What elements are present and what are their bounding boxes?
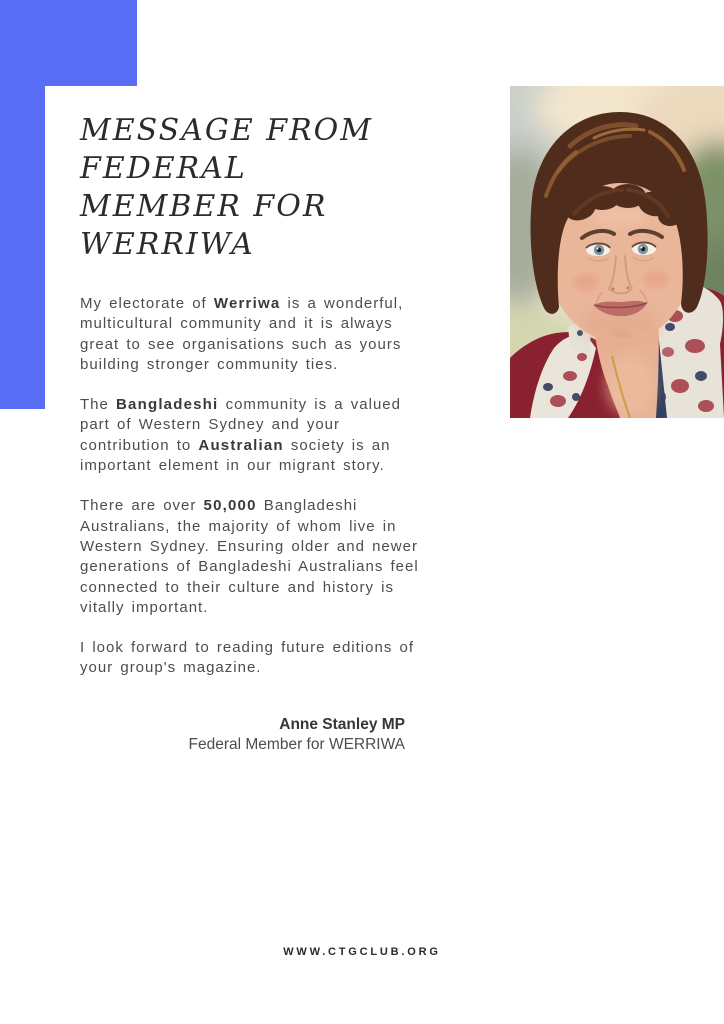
text-line: contribution to Australian society is an bbox=[80, 436, 391, 454]
text-line: vitally important. bbox=[80, 598, 209, 616]
portrait-photo-svg bbox=[510, 86, 724, 418]
signature-role: Federal Member for WERRIWA bbox=[188, 735, 405, 753]
text-line: great to see organisations such as yours bbox=[80, 335, 402, 353]
text-line: part of Western Sydney and your bbox=[80, 416, 341, 434]
page-title bbox=[80, 112, 415, 264]
text-line: building stronger community ties. bbox=[80, 355, 339, 373]
bold-text: Australian bbox=[198, 436, 284, 454]
text-line: your group's magazine. bbox=[80, 659, 262, 677]
bold-text: 50,000 bbox=[203, 497, 257, 515]
text-line: generations of Bangladeshi Australians feel bbox=[80, 558, 419, 576]
text-line: There are over 50,000 Bangladeshi bbox=[80, 497, 358, 515]
paragraph bbox=[80, 496, 419, 618]
blue-accent-side-bar bbox=[0, 0, 45, 409]
text-line: multicultural community and it is always bbox=[80, 315, 393, 333]
signature-name: Anne Stanley MP bbox=[279, 715, 405, 733]
paragraph bbox=[80, 395, 415, 476]
text-line: The Bangladeshi community is a valued bbox=[80, 396, 401, 414]
bold-text: Bangladeshi bbox=[116, 396, 219, 414]
text-line: My electorate of Werriwa is a wonderful, bbox=[80, 295, 404, 312]
text-line: I look forward to reading future editions of bbox=[80, 639, 414, 657]
text-line: important element in our migrant story. bbox=[80, 457, 385, 475]
text-line: Australians, the majority of whom live in bbox=[80, 517, 397, 535]
text-line: connected to their culture and history is bbox=[80, 578, 394, 596]
footer-url: WWW.CTGCLUB.ORG bbox=[283, 946, 441, 958]
portrait-photo bbox=[510, 86, 724, 418]
page-title-line: MESSAGE FROM bbox=[80, 113, 373, 148]
paragraph bbox=[80, 638, 415, 679]
main-text-column bbox=[80, 112, 419, 755]
text-line: Western Sydney. Ensuring older and newer bbox=[80, 537, 418, 555]
page-title-line: MEMBER FOR bbox=[80, 189, 328, 224]
bold-text: Werriwa bbox=[213, 295, 281, 312]
page-title-line: FEDERAL bbox=[80, 151, 247, 186]
page-title-line: WERRIWA bbox=[80, 227, 255, 262]
signature-block bbox=[80, 715, 415, 755]
paragraph bbox=[80, 294, 415, 375]
